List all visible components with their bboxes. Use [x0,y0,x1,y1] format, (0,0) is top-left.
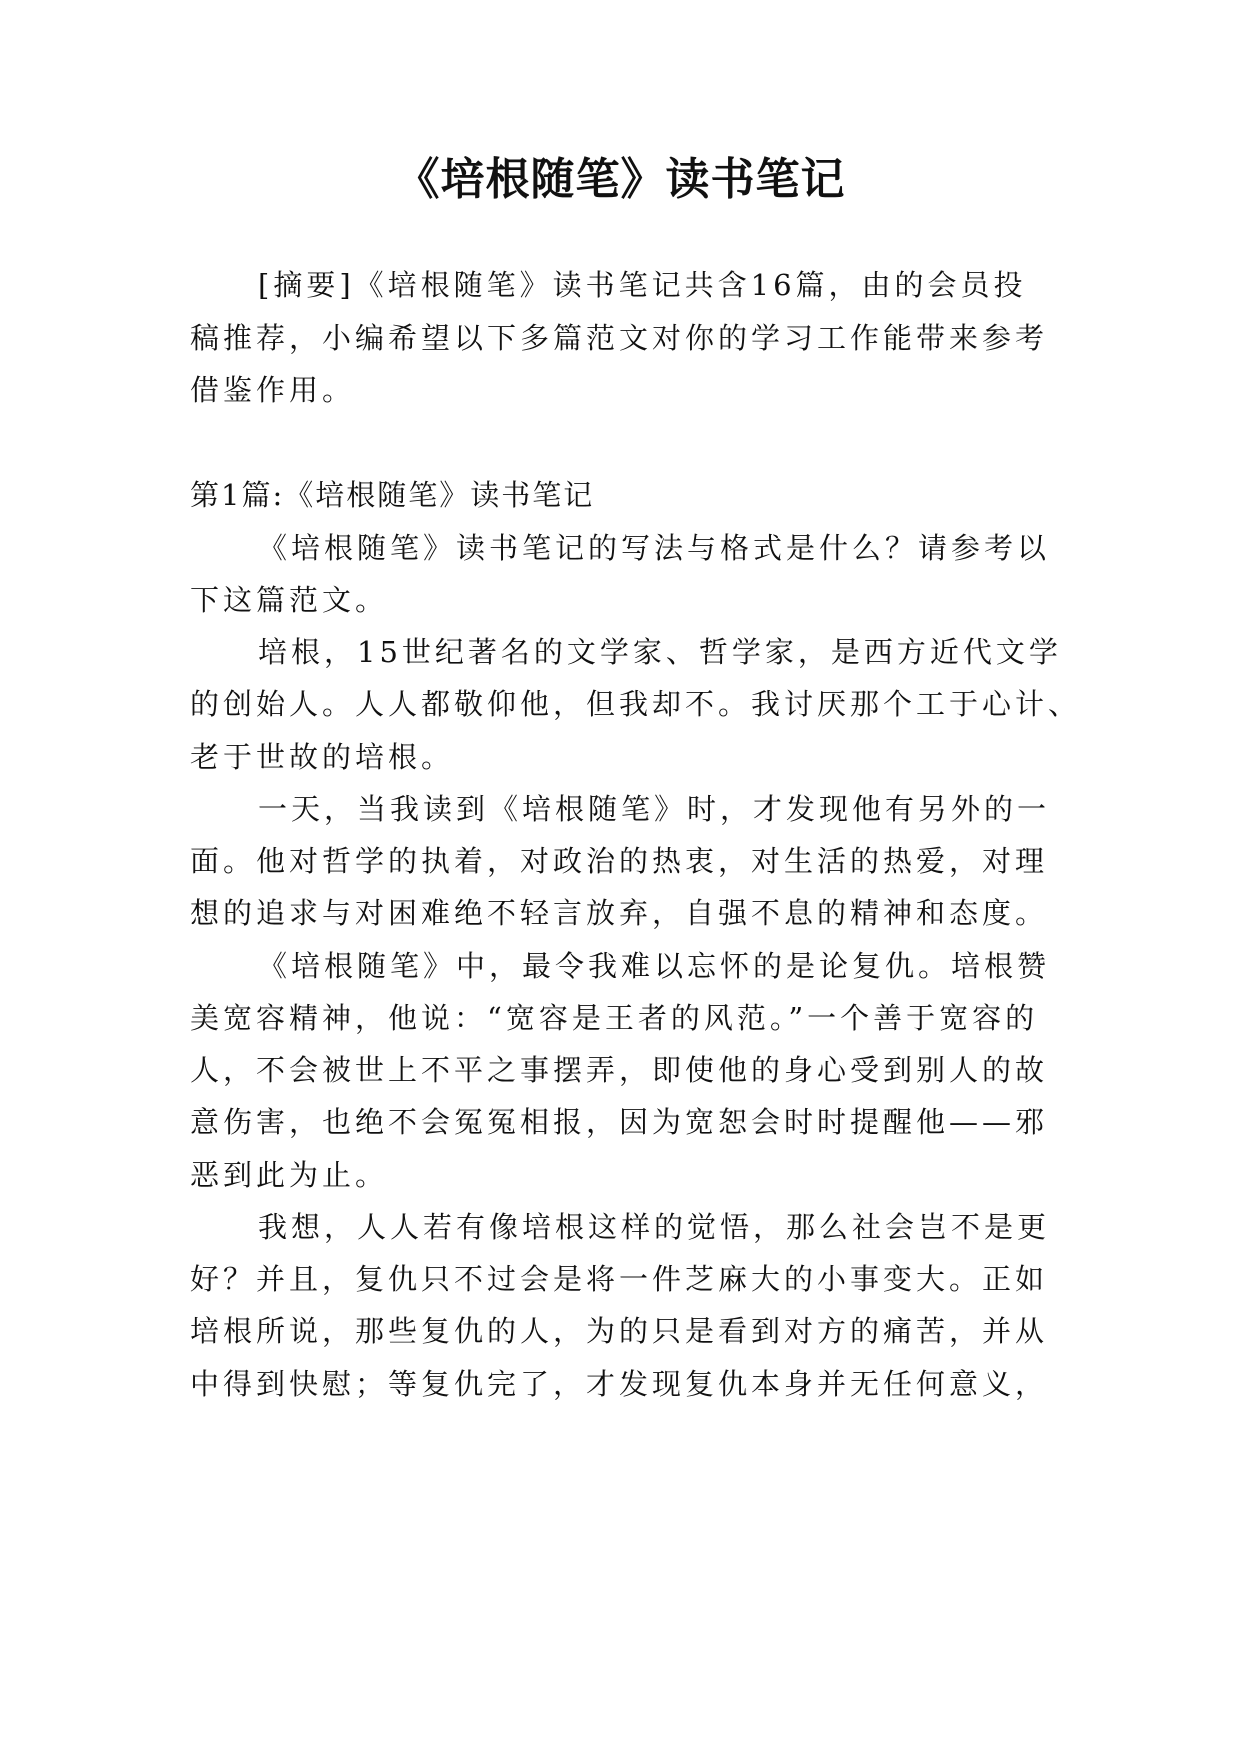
body-line: 想的追求与对困难绝不轻言放弃，自强不息的精神和态度。 [190,896,1049,930]
body-line: 《培根随笔》中，最令我难以忘怀的是论复仇。培根赞 [258,949,1051,983]
body-line: 《培根随笔》读书笔记的写法与格式是什么？请参考以 [258,531,1051,565]
body-line: 人，不会被世上不平之事摆弄，即使他的身心受到别人的故 [190,1053,1049,1087]
abstract-line: [摘要]《培根随笔》读书笔记共含16篇，由的会员投 [258,268,1027,302]
body-line: 中得到快慰；等复仇完了，才发现复仇本身并无任何意义， [190,1367,1049,1401]
document-title: 《培根随笔》读书笔记 [395,154,846,205]
body-line: 培根，15世纪著名的文学家、哲学家，是西方近代文学 [258,635,1062,669]
body-line: 下这篇范文。 [190,583,389,617]
abstract-line: 借鉴作用。 [190,373,356,407]
body-line: 恶到此为止。 [190,1158,389,1192]
body-line: 好？并且，复仇只不过会是将一件芝麻大的小事变大。正如 [190,1262,1049,1296]
body-line: 老于世故的培根。 [190,740,455,774]
section-heading: 第1篇:《培根随笔》读书笔记 [190,478,595,512]
body-line: 培根所说，那些复仇的人，为的只是看到对方的痛苦，并从 [190,1314,1049,1348]
body-line: 意伤害，也绝不会冤冤相报，因为宽恕会时时提醒他——邪 [190,1105,1049,1139]
body-line: 美宽容精神，他说：“宽容是王者的风范。”一个善于宽容的 [190,1001,1039,1035]
body-line: 的创始人。人人都敬仰他，但我却不。我讨厌那个工于心计、 [190,687,1082,721]
body-line: 一天，当我读到《培根随笔》时，才发现他有另外的一 [258,792,1051,826]
body-line: 面。他对哲学的执着，对政治的热衷，对生活的热爱，对理 [190,844,1049,878]
abstract-line: 稿推荐，小编希望以下多篇范文对你的学习工作能带来参考 [190,321,1049,355]
body-line: 我想，人人若有像培根这样的觉悟，那么社会岂不是更 [258,1210,1051,1244]
